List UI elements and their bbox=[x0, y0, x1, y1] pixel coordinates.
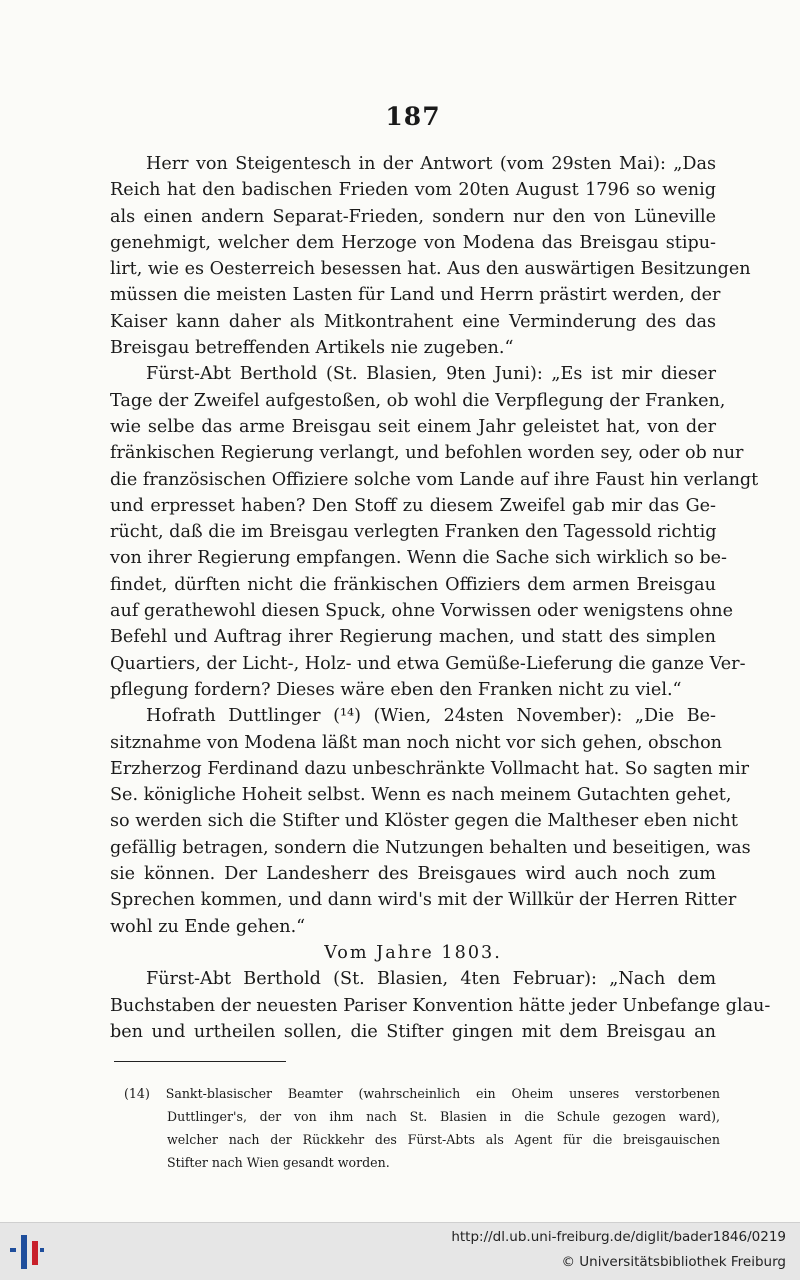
text-line: fränkischen Regierung verlangt, und befohlen worden sey, oder ob nur bbox=[110, 443, 744, 464]
text-line: sitznahme von Modena läßt man noch nicht vor sich gehen, obschon bbox=[110, 732, 723, 753]
text-line: ben und urtheilen sollen, die Stifter gingen mit dem Breisgau an bbox=[110, 1021, 716, 1042]
text-line: findet, dürften nicht die fränkischen Offiziers dem armen Breisgau bbox=[110, 574, 716, 595]
footnote-divider bbox=[114, 1061, 286, 1062]
footnote-line: (14) Sankt-blasischer Beamter (wahrscheinlich ein Oheim unseres verstorbenen bbox=[124, 1086, 720, 1101]
text-line: wohl zu Ende gehen.“ bbox=[110, 916, 306, 937]
text-line: pflegung fordern? Dieses wäre eben den Franken nicht zu viel.“ bbox=[110, 679, 682, 700]
text-line: Befehl und Auftrag ihrer Regierung machen, und statt des simplen bbox=[110, 627, 716, 648]
page-number: 187 bbox=[385, 102, 441, 131]
text-line: so werden sich die Stifter und Klöster gegen die Maltheser eben nicht bbox=[110, 811, 738, 832]
text-line: als einen andern Separat-Frieden, sondern nur den von Lüneville bbox=[110, 206, 716, 227]
footnote-line: Stifter nach Wien gesandt worden. bbox=[167, 1155, 390, 1170]
text-line: gefällig betragen, sondern die Nutzungen behalten und beseitigen, was bbox=[110, 837, 751, 858]
footer-bar bbox=[0, 1222, 800, 1280]
text-line: Hofrath Duttlinger (¹⁴) (Wien, 24sten November): „Die Be- bbox=[146, 706, 716, 727]
text-line: Sprechen kommen, und dann wird's mit der Willkür der Herren Ritter bbox=[110, 890, 737, 911]
text-line: Fürst-Abt Berthold (St. Blasien, 4ten Februar): „Nach dem bbox=[146, 969, 716, 990]
copyright-text: © Universitätsbibliothek Freiburg bbox=[561, 1254, 786, 1270]
body-text bbox=[110, 151, 771, 1045]
text-line: müssen die meisten Lasten für Land und Herrn prästirt werden, der bbox=[110, 285, 721, 306]
text-line: Se. königliche Hoheit selbst. Wenn es nach meinem Gutachten gehet, bbox=[110, 785, 732, 806]
footnote-line: welcher nach der Rückkehr des Fürst-Abts als Agent für die breisgauischen bbox=[167, 1132, 720, 1147]
text-line: und erpresset haben? Den Stoff zu diesem Zweifel gab mir das Ge- bbox=[110, 495, 716, 516]
text-line: wie selbe das arme Breisgau seit einem Jahr geleistet hat, von der bbox=[110, 416, 716, 437]
text-line: rücht, daß die im Breisgau verlegten Franken den Tagessold richtig bbox=[110, 522, 717, 543]
text-line: Reich hat den badischen Frieden vom 20ten August 1796 so wenig bbox=[110, 180, 716, 201]
text-line: Buchstaben der neuesten Pariser Konvention hätte jeder Unbefange glau- bbox=[110, 995, 771, 1016]
section-heading: Vom Jahre 1803. bbox=[324, 942, 502, 963]
text-line: Quartiers, der Licht-, Holz- und etwa Gemüße-Lieferung die ganze Ver- bbox=[110, 653, 746, 674]
footnotes bbox=[124, 1082, 720, 1174]
footnote-line: Duttlinger's, der von ihm nach St. Blasien in die Schule gezogen ward), bbox=[167, 1109, 720, 1124]
text-line: Fürst-Abt Berthold (St. Blasien, 9ten Juni): „Es ist mir dieser bbox=[146, 364, 716, 385]
text-line: auf gerathewohl diesen Spuck, ohne Vorwissen oder wenigstens ohne bbox=[110, 601, 734, 622]
text-line: Breisgau betreffenden Artikels nie zugeben.“ bbox=[110, 338, 514, 359]
text-line: Erzherzog Ferdinand dazu unbeschränkte Vollmacht hat. So sagten mir bbox=[110, 758, 749, 779]
text-line: Herr von Steigentesch in der Antwort (vom 29sten Mai): „Das bbox=[146, 154, 716, 174]
text-line: Tage der Zweifel aufgestoßen, ob wohl die Verpflegung der Franken, bbox=[110, 390, 726, 411]
text-line: lirt, wie es Oesterreich besessen hat. Aus den auswärtigen Besitzungen bbox=[110, 259, 751, 280]
page-url-link[interactable]: http://dl.ub.uni-freiburg.de/diglit/bader1846/0219 bbox=[451, 1229, 786, 1245]
library-logo-icon bbox=[8, 1233, 44, 1271]
text-line: die französischen Offiziere solche vom Lande auf ihre Faust hin verlangt bbox=[110, 469, 759, 490]
text-line: sie können. Der Landesherr des Breisgaues wird auch noch zum bbox=[110, 864, 716, 885]
text-line: von ihrer Regierung empfangen. Wenn die Sache sich wirklich so be- bbox=[110, 548, 728, 569]
text-line: Kaiser kann daher als Mitkontrahent eine Verminderung des das bbox=[110, 311, 716, 332]
text-line: genehmigt, welcher dem Herzoge von Modena das Breisgau stipu- bbox=[110, 232, 716, 253]
